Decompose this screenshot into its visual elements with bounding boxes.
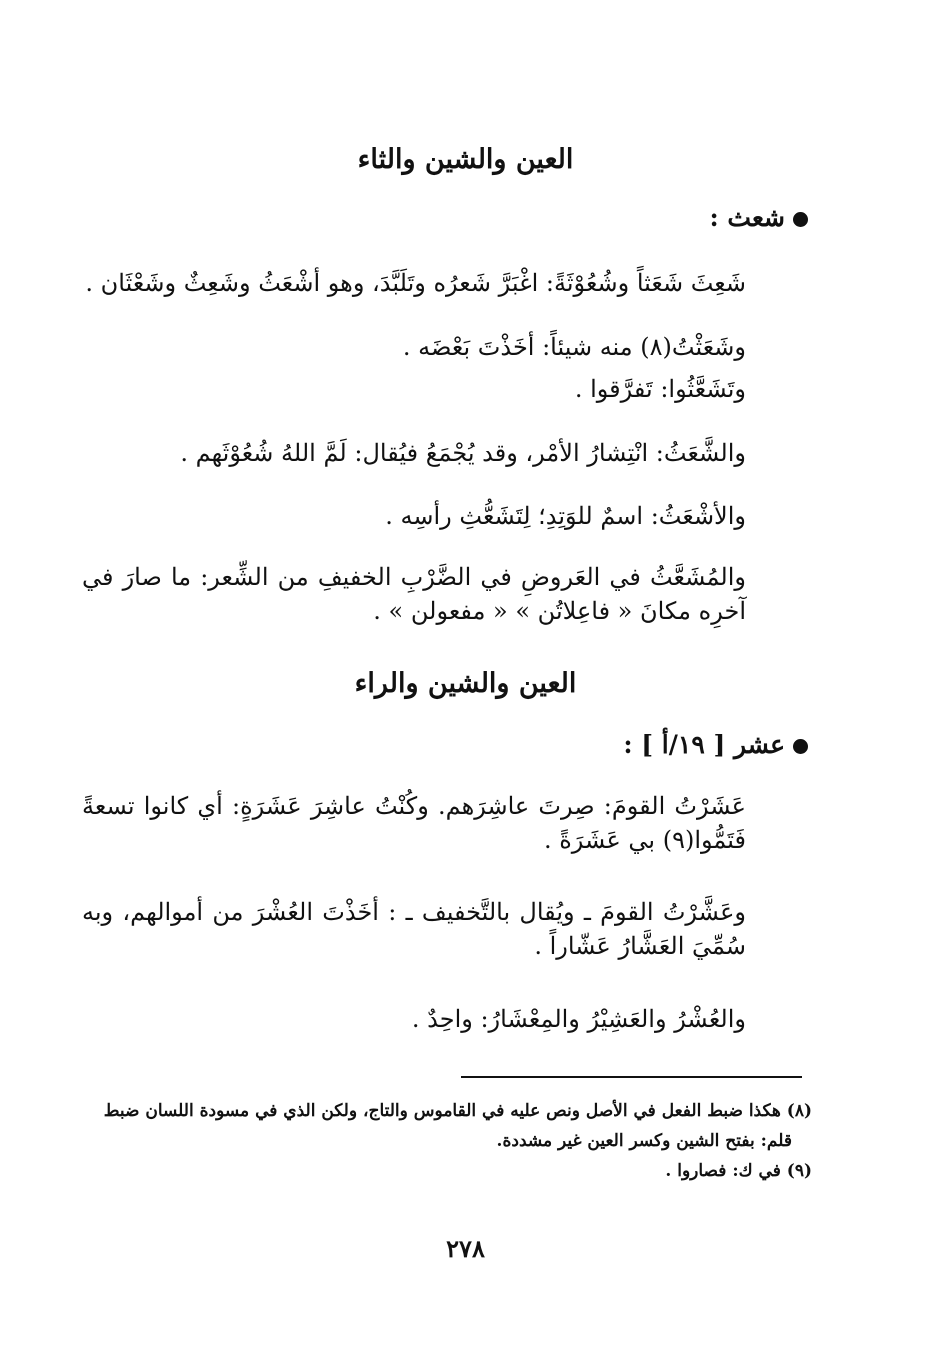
footnote-8: (٨) هكذا ضبط الفعل في الأصل ونص عليه في القاموس والتاج، ولكن الذي في مسودة اللسان ضبط <box>103 1101 812 1121</box>
paragraph <box>82 266 808 300</box>
entry-head-text: عشر [ ١٩/أ ] : <box>623 730 785 759</box>
paragraph-text: وشَعَثْتُ(٨) منه شيئاً: أخَذْتَ بَعْضَه . <box>402 333 746 361</box>
paragraph <box>82 372 808 406</box>
paragraph-text: وتَشَعَّثُوا: تَفرَّقوا . <box>574 375 746 403</box>
footnote-9: (٩) في ك: فصاروا . <box>665 1161 812 1181</box>
entry-head-shaath <box>82 201 808 235</box>
bullet-icon <box>793 739 808 754</box>
paragraph-text: والشَّعَثُ: انْتِشارُ الأمْر، وقد يُجْمَعُ فيُقال: لَمَّ اللهُ شُعُوْثَهم . <box>180 439 746 467</box>
paragraph <box>82 436 808 470</box>
entry-head-label <box>82 201 808 235</box>
paragraph-text: شَعِثَ شَعَثاً وشُعُوْثَةً: اغْبَرَّ شَعرُه وتَلَبَّدَ، وهو أشْعَثُ وشَعِثٌ وشَعْثَان . <box>85 269 746 297</box>
entry-head-text: شعث : <box>709 203 785 232</box>
footnote-8-continuation: قلم: بفتح الشين وكسر العين غير مشددة. <box>496 1131 792 1151</box>
paragraph-text: عَشَرْتُ القومَ: صِرتَ عاشِرَهم. وكُنْتُ عاشِرَ عَشَرَةٍ: أي كانوا تسعةً فَتَمُّوا(٩) بي عَشَرَةً . <box>82 792 746 854</box>
paragraph <box>82 789 808 857</box>
paragraph-text: والعُشْرُ والعَشِيْرُ والمِعْشَارُ: واحِدٌ . <box>411 1005 746 1033</box>
footnotes <box>82 1096 812 1186</box>
paragraph <box>82 895 808 963</box>
paragraph-text: والمُشَعَّثُ في العَروضِ في الضَّرْبِ الخفيفِ من الشِّعر: ما صارَ في آخرِه مكانَ « فاعِلاتُن » « مفعولن » . <box>82 563 746 625</box>
section-heading-ain-shin-tha: العين والشين والثاء <box>357 144 574 175</box>
paragraph <box>82 560 808 628</box>
entry-head-label <box>82 728 808 762</box>
paragraph <box>82 330 808 364</box>
paragraph <box>82 1002 808 1036</box>
page-number: ٢٧٨ <box>446 1234 485 1263</box>
entry-head-ashr <box>82 728 808 762</box>
section-heading-ain-shin-ra: العين والشين والراء <box>354 668 577 699</box>
paragraph <box>82 499 808 533</box>
paragraph-text: والأشْعَثُ: اسمٌ للوَتِدِ؛ لِتَشَعُّثِ رأسِه . <box>385 502 746 530</box>
bullet-icon <box>793 212 808 227</box>
footnote-divider <box>461 1076 802 1078</box>
paragraph-text: وعَشَّرْتُ القومَ ـ ويُقال بالتَّخفيف ـ : أخَذْتَ العُشْرَ من أموالهم، وبه سُمِّيَ العَشَّارُ عَشّاراً . <box>82 898 746 960</box>
